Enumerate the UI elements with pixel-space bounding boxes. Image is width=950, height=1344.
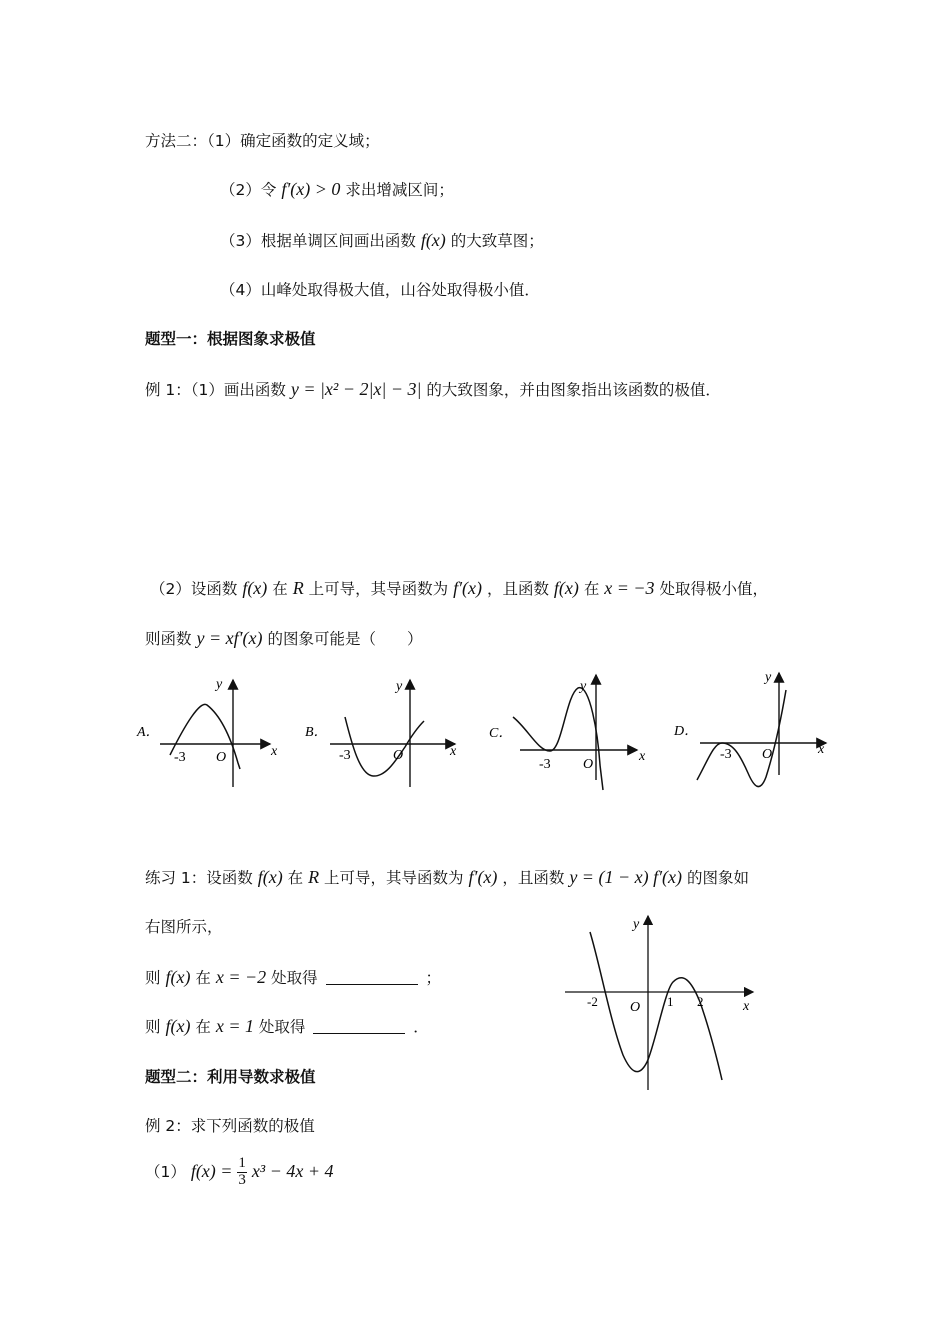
practice-one: 1 xyxy=(667,994,674,1009)
step3-suffix: 的大致草图； xyxy=(450,232,544,250)
q2-text-c: 处取得 xyxy=(258,1018,306,1036)
ex1-suffix: 的大致图象，并由图象指出该函数的极值． xyxy=(426,381,721,399)
practice1-question1 xyxy=(145,968,441,987)
practice1-line2: 右图所示， xyxy=(145,918,223,936)
ex1-formula: y = |x² − 2|x| − 3| xyxy=(290,379,422,399)
option-d-origin: O xyxy=(762,747,773,762)
option-d-label: D． xyxy=(674,724,699,739)
ex1-prefix: 例 1：（1）画出函数 xyxy=(145,381,286,399)
option-a-neg3: -3 xyxy=(174,750,186,765)
option-d-curve xyxy=(697,690,786,787)
q2-end: ． xyxy=(413,1018,429,1036)
method2-step2 xyxy=(220,180,454,199)
option-d-x-label: x xyxy=(818,742,825,757)
option-c-neg3: -3 xyxy=(539,757,551,772)
example2-part1 xyxy=(145,1156,333,1189)
option-d-neg3: -3 xyxy=(720,747,732,762)
method2-step1: 方法二：（1）确定函数的定义域； xyxy=(145,132,380,150)
option-b-graph[interactable] xyxy=(305,679,457,787)
ex1p2-fx: f(x) xyxy=(242,578,268,598)
step2-suffix: 求出增减区间； xyxy=(345,181,454,199)
ex1p2-text-c: 上可导，其导函数为 xyxy=(308,580,449,598)
ex2p1-fraction xyxy=(237,1156,247,1189)
ex1p2-text-g: 处取得极小值， xyxy=(659,580,769,598)
ex1p2-fprime: f′(x) xyxy=(453,578,482,598)
practice-y-label: y xyxy=(633,917,640,932)
option-a-graph[interactable] xyxy=(136,677,278,787)
type1-heading: 题型一：根据图象求极值 xyxy=(145,330,316,348)
p1-text-e: 的图象如 xyxy=(686,869,749,887)
step3-prefix: （3）根据单调区间画出函数 xyxy=(220,232,416,250)
option-b-x-label: x xyxy=(450,744,457,759)
practice-origin: O xyxy=(630,1000,641,1015)
option-d-y-label: y xyxy=(765,670,772,685)
ex1p2-text-d: ，且函数 xyxy=(486,580,549,598)
option-c-graph[interactable] xyxy=(489,675,646,790)
p1-text-b: 在 xyxy=(287,869,304,887)
p1-text-a: 练习 1：设函数 xyxy=(145,869,253,887)
p1-R: R xyxy=(308,867,320,887)
q1-text-a: 则 xyxy=(145,969,161,987)
option-b-curve xyxy=(345,717,424,776)
example1-part1 xyxy=(145,380,721,399)
q1-text-b: 在 xyxy=(195,969,211,987)
practice1-graph xyxy=(555,910,775,1100)
q2-fx: f(x) xyxy=(165,1016,191,1036)
ex1p2-xval: x = −3 xyxy=(604,578,655,598)
ex1p3-text-b: 的图象可能是（ ） xyxy=(267,630,423,648)
method2-step3 xyxy=(220,231,544,250)
q1-xval: x = −2 xyxy=(215,967,267,987)
ex1p2-R: R xyxy=(292,578,304,598)
practice-two: 2 xyxy=(697,994,704,1009)
answer-blank-1[interactable] xyxy=(326,984,418,985)
option-d-graph[interactable] xyxy=(673,670,826,787)
ex2p1-rhs: x³ − 4x + 4 xyxy=(251,1160,334,1181)
p1-formula: y = (1 − x) f′(x) xyxy=(569,867,682,887)
ex1p3-formula: y = xf′(x) xyxy=(196,628,263,648)
example1-part2 xyxy=(150,579,768,598)
option-graphs xyxy=(0,665,950,865)
method2-step4: （4）山峰处取得极大值，山谷处取得极小值． xyxy=(220,281,540,299)
option-b-neg3: -3 xyxy=(339,748,351,763)
q2-xval: x = 1 xyxy=(215,1016,254,1036)
ex2p1-label: （1） xyxy=(145,1162,186,1181)
type2-heading: 题型二：利用导数求极值 xyxy=(145,1068,316,1086)
p1-fprime: f′(x) xyxy=(468,867,498,887)
ex2p1-numerator: 1 xyxy=(238,1155,246,1171)
option-c-origin: O xyxy=(583,757,594,772)
practice1-question2 xyxy=(145,1017,429,1036)
ex1p2-text-b: 在 xyxy=(272,580,288,598)
option-c-x-label: x xyxy=(639,749,646,764)
ex1p2-fx2: f(x) xyxy=(553,578,579,598)
step3-formula: f(x) xyxy=(420,230,446,250)
example1-part2-question xyxy=(145,629,422,648)
option-a-y-label: y xyxy=(216,677,223,692)
option-a-x-label: x xyxy=(271,744,278,759)
option-a-origin: O xyxy=(216,750,227,765)
option-b-label: B． xyxy=(305,725,328,740)
ex1p2-text-a: （2）设函数 xyxy=(150,580,238,598)
ex1p3-text-a: 则函数 xyxy=(145,630,192,648)
option-c-label: C． xyxy=(489,726,513,741)
step2-prefix: （2）令 xyxy=(220,181,277,199)
ex2p1-lhs: f(x) = xyxy=(190,1160,233,1181)
option-b-origin: O xyxy=(393,748,404,763)
q2-text-a: 则 xyxy=(145,1018,161,1036)
p1-fx: f(x) xyxy=(257,867,283,887)
q1-end: ； xyxy=(425,969,441,987)
practice1-line1 xyxy=(145,868,749,887)
ex1p2-text-e: 在 xyxy=(583,580,600,598)
option-a-label: A． xyxy=(137,725,160,740)
q1-fx: f(x) xyxy=(165,967,191,987)
example2-lead: 例 2：求下列函数的极值 xyxy=(145,1117,315,1135)
ex2p1-denominator: 3 xyxy=(238,1171,246,1188)
step2-formula: f′(x) > 0 xyxy=(281,179,341,199)
practice-neg2: -2 xyxy=(587,994,598,1009)
option-c-curve xyxy=(513,688,603,790)
p1-text-d: ，且函数 xyxy=(502,869,565,887)
answer-blank-2[interactable] xyxy=(313,1033,405,1034)
q2-text-b: 在 xyxy=(195,1018,211,1036)
option-c-y-label: y xyxy=(580,679,587,694)
q1-text-c: 处取得 xyxy=(271,969,318,987)
p1-text-c: 上可导，其导函数为 xyxy=(324,869,464,887)
practice-x-label: x xyxy=(743,999,750,1014)
option-b-y-label: y xyxy=(396,679,403,694)
